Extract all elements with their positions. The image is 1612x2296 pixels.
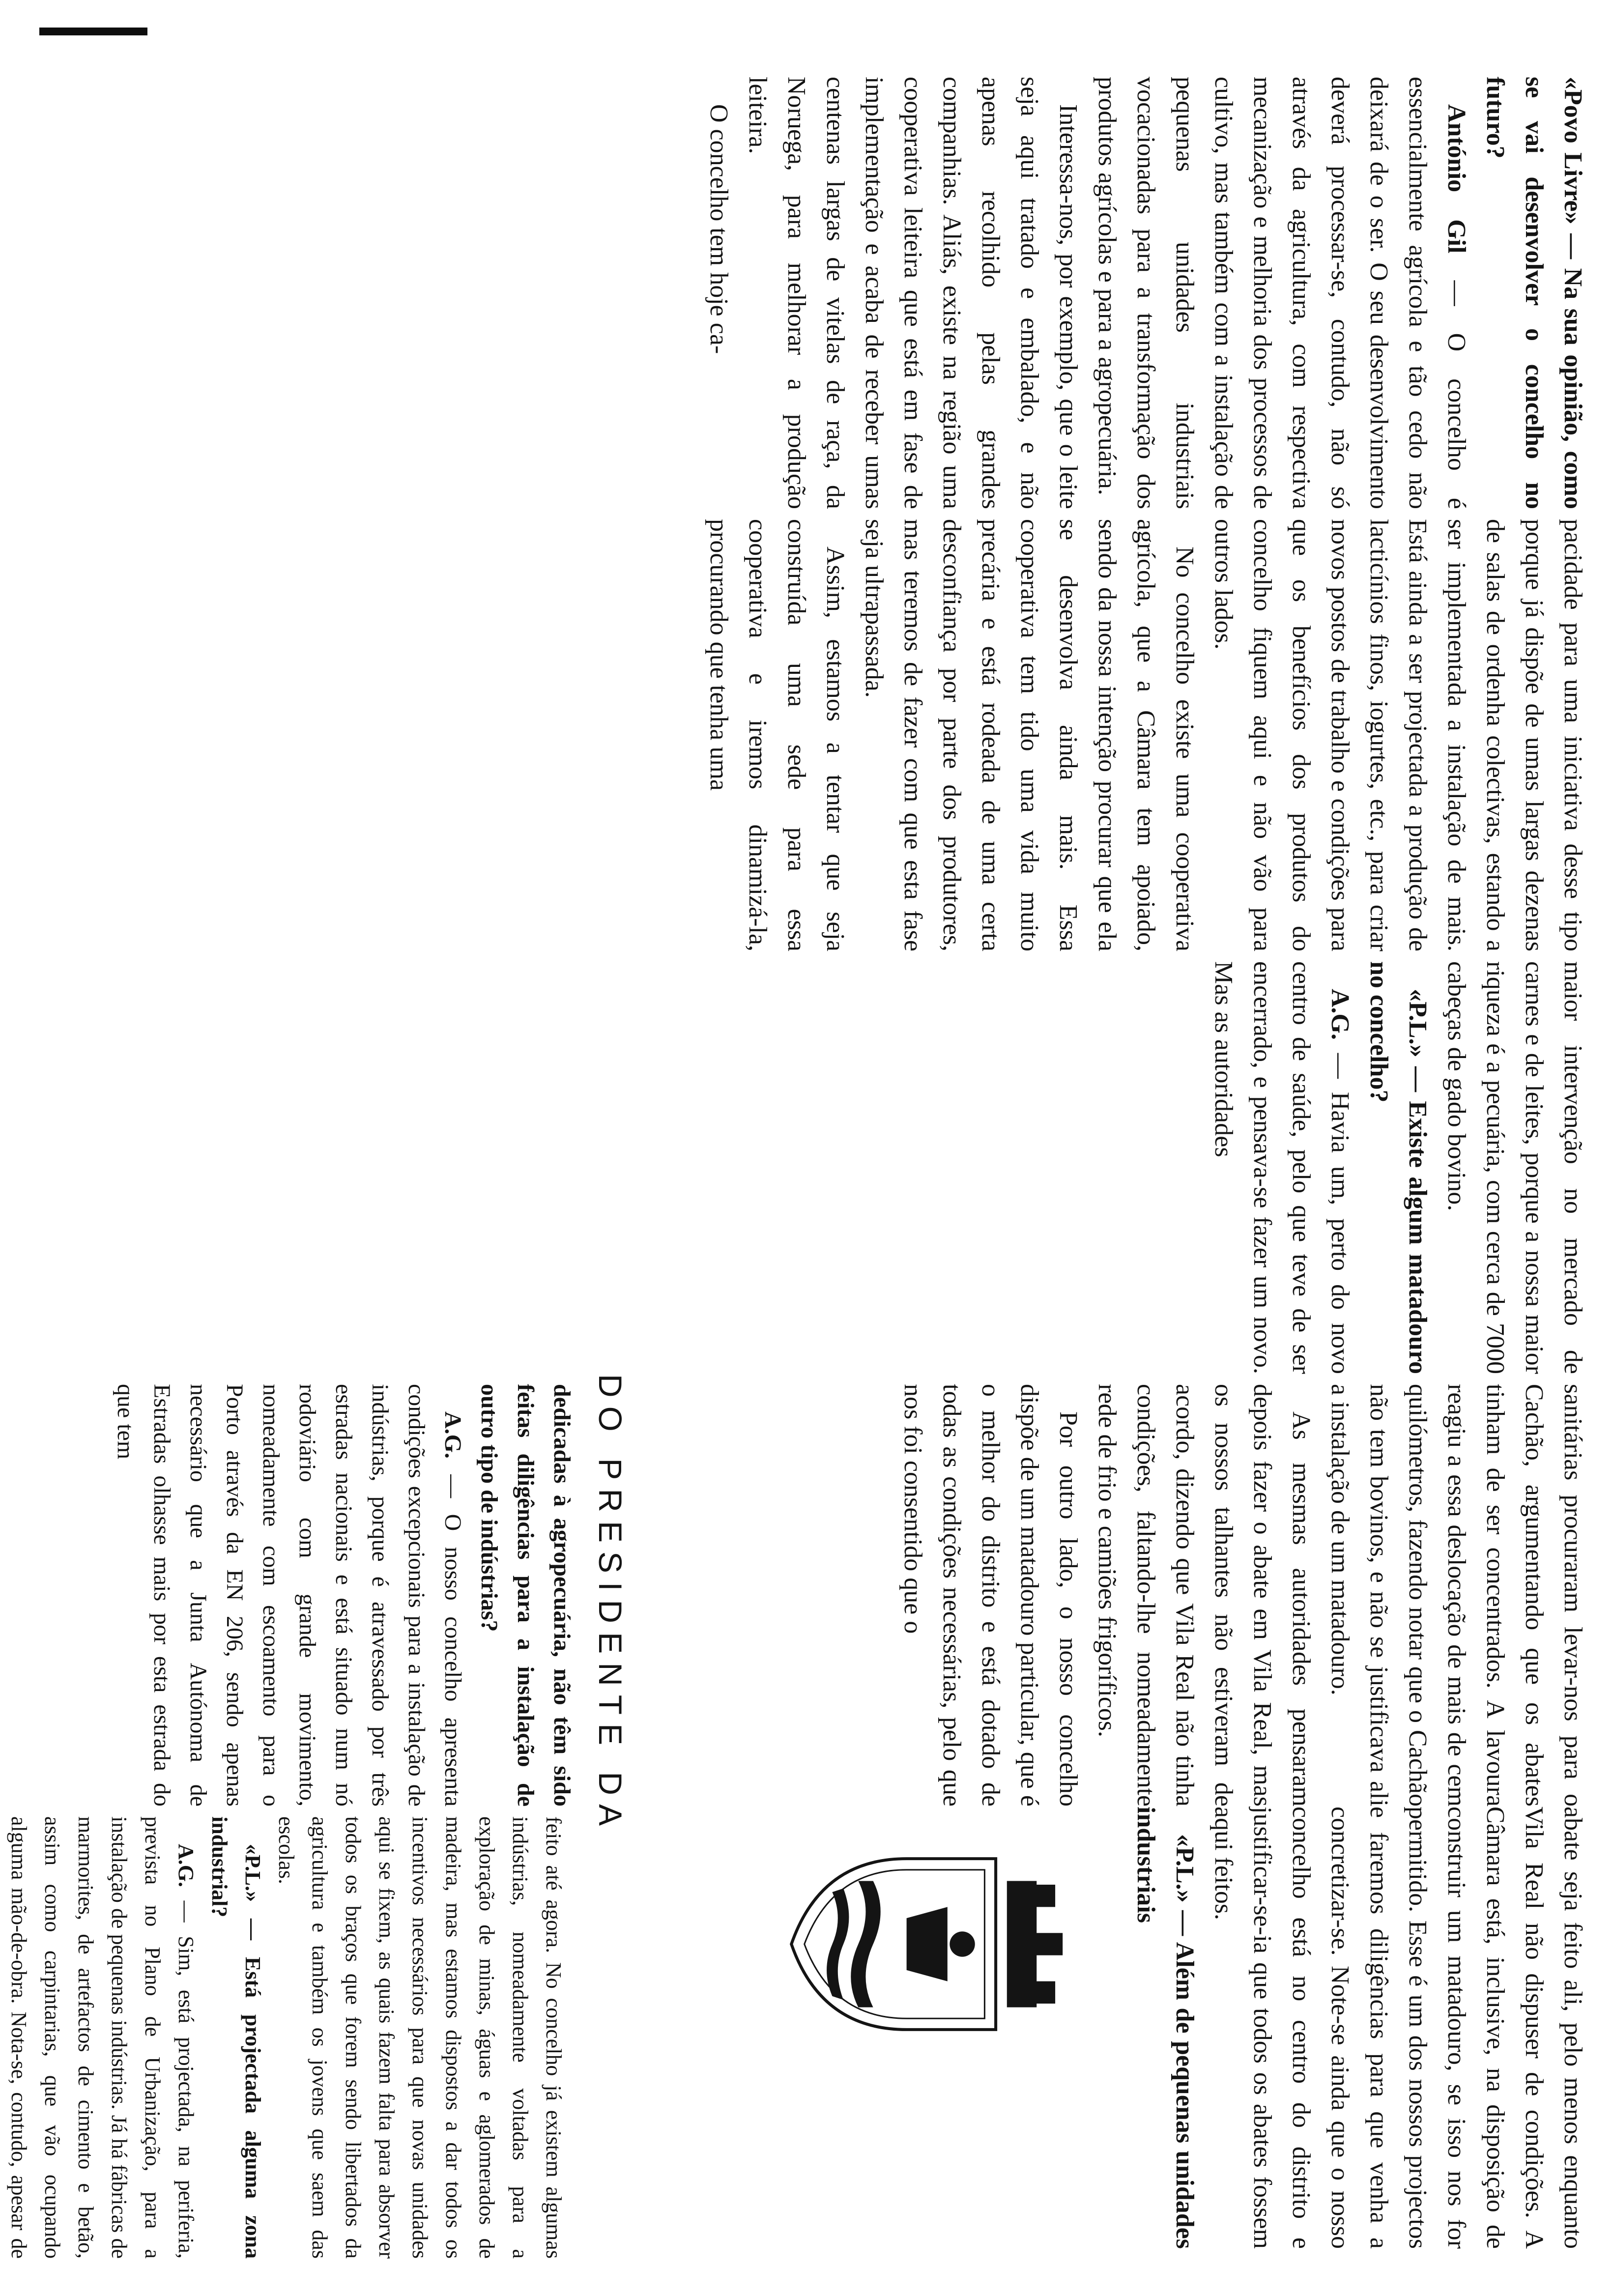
newspaper-page-footer <box>20 8 1592 2288</box>
paragraph: As mesmas autoridades pensaram depois fazer o abate em Vila Real, mas os nossos talhantes não estiveram de acordo, dizendo que Vila Real não tinha condições, faltando-lhe nomeadamente rede de frio e camiões frigoríficos. <box>1093 1384 1315 1807</box>
paragraph: feito até agora. No concelho já existem algumas indústrias, nomeadamente voltadas para a exploração de minas, águas e aglomerados de madeira, mas estamos dispostos a dar todos os incentivos necessários para que novas unidades aqui se fixem, as quais fazem falta para absorver todos os braços que forem sendo libertados da agricultura e também os jovens que saem das escolas. <box>274 1816 566 2259</box>
section-heading: DO PRESIDENTE DA <box>592 1374 629 1835</box>
paragraph: O concelho tem hoje ca- <box>705 104 733 354</box>
paragraph: A.G. — Havia um, perto do novo centro de saúde, pelo que teve de ser encerrado, e pensava-se fazer um novo. Mas as autoridades <box>1209 961 1354 1374</box>
paragraph: pacidade para uma iniciativa desse tipo porque já dispõe de umas largas dezenas de salas de ordenha colectivas, estando a ser implementada a instalação de mais. Está ainda a ser projectada a produção de lacticínios finos, iogurtes, etc., para criar novos postos de trabalho e condições para que os benefícios dos produtos do concelho fiquem aqui e não vão para outros lados. <box>1209 519 1587 951</box>
paragraph: dedicadas à agropecuária, não têm sido feitas diligências para a instalação de outro tipo de indústrias? <box>476 1384 575 1807</box>
paragraph: sanitárias procuraram levar-nos para o Cachão, argumentando que os abates tinham de ser concentrados. A lavoura reagiu a essa deslocação de mais de cem quilómetros, fazendo notar que o Cachão não tem bovinos, e não se justificava ali a instalação de um matadouro. <box>1326 1384 1587 1807</box>
paragraph: A.G. — Sim, está projectada, na periferia, prevista no Plano de Urbanização, para a instalação de pequenas indústrias. Já há fábricas de marmorites, de artefactos de cimento e betão, assim como carpintarias, que vão ocupando alguma mão-de-obra. Nota-se, contudo, apesar de <box>7 1816 198 2259</box>
paragraph: abate seja feito ali, pelo menos enquanto Vila Real não dispuser de condições. A Câmara está, inclusive, na disposição de construir um matadouro, se isso nos for permitido. Esse é um dos nossos projectos e faremos diligências para que venha a concretizar-se. Note-se ainda que o nosso concelho está no centro do distrito e justificar-se-ia que todos os abates fossem aqui feitos. <box>1209 1807 1587 2249</box>
paragraph: Interessa-nos, por exemplo, que o leite seja aqui tratado e embalado, e não apenas recolhido pelas grandes companhias. Aliás, existe na região uma cooperativa leiteira que está em fase de implementação e acaba de receber umas centenas largas de vitelas de raça, da Noruega, para melhorar a produção leiteira. <box>744 77 1082 509</box>
paragraph: «P.L.» — Além de pequenas unidades industriais <box>1132 1807 1199 2249</box>
paragraph: António Gil — O concelho é essencialmente agrícola e tão cedo não deixará de o ser. O seu desenvolvimento deverá processar-se, contudo, não só através da agricultura, com respectiva mecanização e melhoria dos processos de cultivo, mas também com a instalação de pequenas unidades industriais vocacionadas para a transformação dos produtos agrícolas e para a agropecuária. <box>1093 77 1470 510</box>
paragraph: Assim, estamos a tentar que seja construída uma sede para essa cooperativa e iremos dinamizá-la, procurando que tenha uma <box>705 519 849 951</box>
paragraph: Por outro lado, o nosso concelho dispõe de um matadouro particular, que é o melhor do distrito e está dotado de todas as condições necessárias, pelo que nos foi consentido que o <box>899 1384 1082 1807</box>
paragraph: No concelho existe uma cooperativa agrícola, que a Câmara tem apoiado, sendo da nossa intenção procurar que ela se desenvolva ainda mais. Essa cooperativa tem tido uma vida muito precária e está rodeada de uma certa desconfiança por parte dos produtores, mas teremos de fazer com que esta fase seja ultrapassada. <box>860 519 1199 951</box>
paragraph: maior intervenção no mercado de carnes e de leites, porque a nossa maior riqueza é a pecuária, com cerca de 7000 cabeças de gado bovino. <box>1442 961 1587 1374</box>
paragraph: A.G. — O nosso concelho apresenta condições excepcionais para a instalação de indústrias, porque é atravessado por três estradas nacionais e está situado num nó rodoviário com grande movimento, nomeadamente com escoamento para o Porto através da EN 206, sendo apenas necessário que a Junta Autónoma de Estradas olhasse mais por esta estrada do que tem <box>113 1384 466 1807</box>
paragraph: «P.L.» — Existe algum matadouro no concelho? <box>1365 961 1432 1374</box>
paragraph: «P.L.» — Está projectada alguma zona industrial? <box>207 1816 265 2259</box>
paragraph: «Povo Livre» — Na sua opinião, como se vai desenvolver o concelho no futuro? <box>1481 77 1587 509</box>
